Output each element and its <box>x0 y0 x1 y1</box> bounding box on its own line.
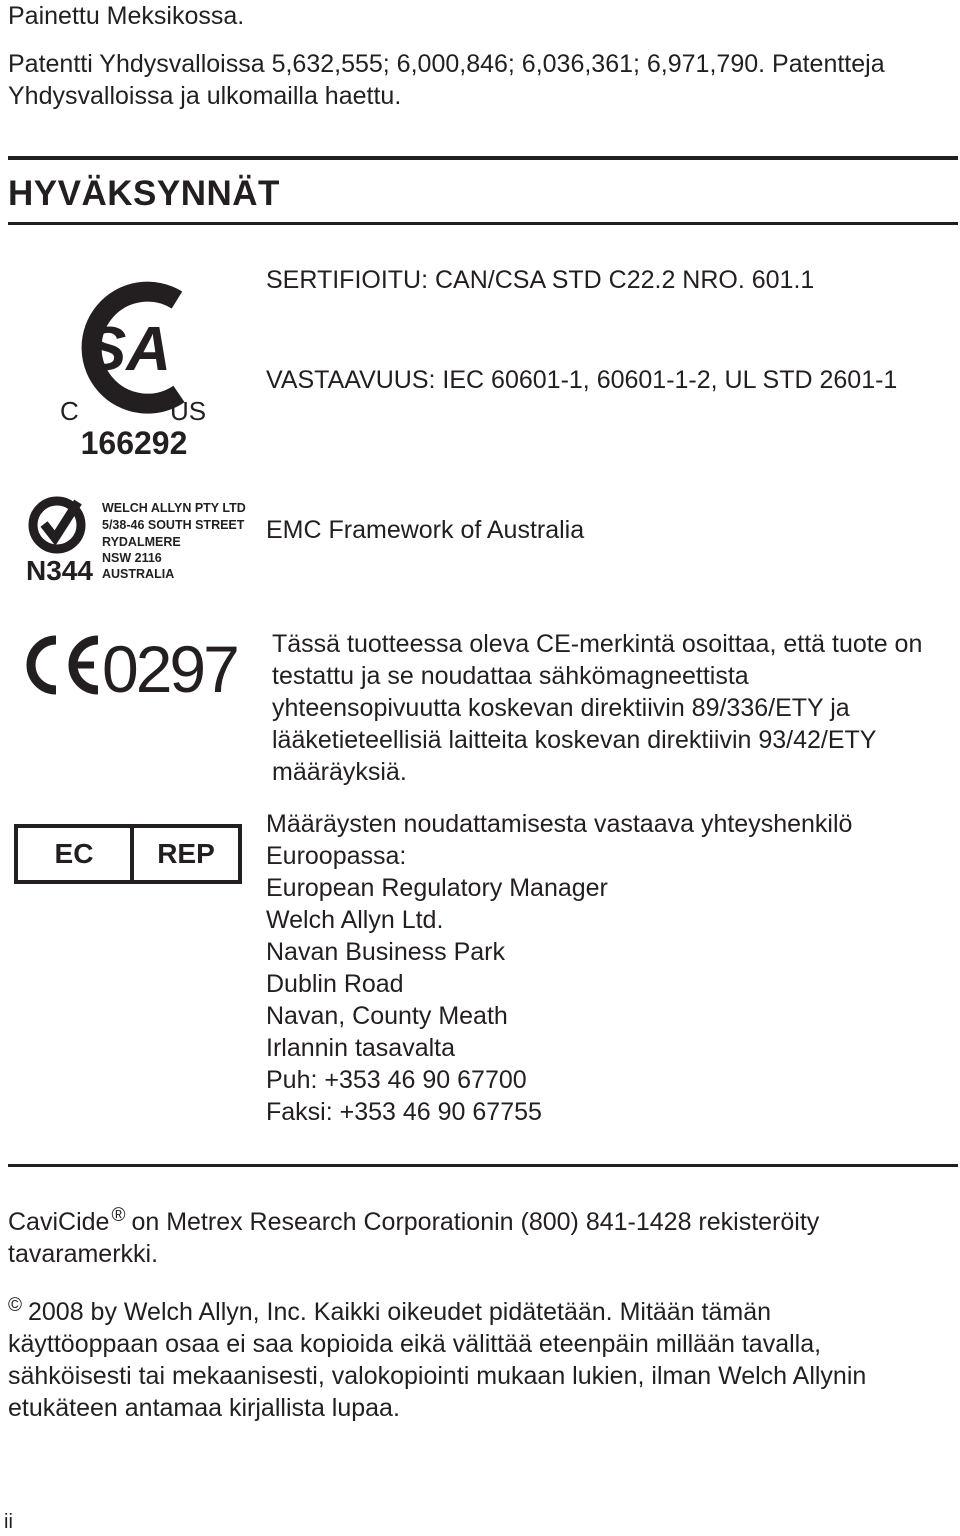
copyright-line-1 <box>8 1296 866 1328</box>
page-number: ii <box>4 1511 13 1533</box>
ec-rep-line: Euroopassa: <box>266 842 407 870</box>
c-tick-logo <box>24 496 256 586</box>
ec-rep-line: Määräysten noudattamisesta vastaava yhteyshenkilö <box>266 810 853 838</box>
ec-rep-line: Welch Allyn Ltd. <box>266 906 444 934</box>
csa-logo <box>44 270 224 462</box>
trademark-notice <box>8 1206 819 1270</box>
copyright-line-4: etukäteen antamaa kirjallista lupaa. <box>8 1394 400 1422</box>
csa-conformity-text: VASTAAVUUS: IEC 60601-1, 60601-1-2, UL STD 2601-1 <box>266 366 898 394</box>
c-tick-address-line: NSW 2116 <box>102 551 162 565</box>
emc-framework-text: EMC Framework of Australia <box>266 516 585 544</box>
c-tick-address-line: 5/38-46 SOUTH STREET <box>102 518 245 532</box>
ce-description-line: testattu ja se noudattaa sähkömagneettista <box>272 662 749 690</box>
ec-rep-line: European Regulatory Manager <box>266 874 608 902</box>
ce-mark <box>14 632 246 698</box>
printed-in-text: Painettu Meksikossa. <box>8 2 245 30</box>
c-tick-address-line: RYDALMERE <box>102 535 181 549</box>
ec-rep-line: Puh: +353 46 90 67700 <box>266 1066 527 1094</box>
csa-logo-letters: SA <box>84 315 172 384</box>
csa-certified-text: SERTIFIOITU: CAN/CSA STD C22.2 NRO. 601.1 <box>266 266 815 294</box>
trademark-brand: CaviCide <box>8 1208 110 1236</box>
registered-symbol: ® <box>111 1204 126 1226</box>
copyright-line-2: käyttöoppaan osaa ei saa kopioida eikä välittää eteenpäin millään tavalla, <box>8 1330 822 1358</box>
c-tick-address-line: AUSTRALIA <box>102 567 175 581</box>
ec-rep-line: Navan, County Meath <box>266 1002 508 1030</box>
rep-label: REP <box>157 838 215 869</box>
ce-description-line: yhteensopivuutta koskevan direktiivin 89/336/ETY ja <box>272 694 850 722</box>
ec-rep-line: Irlannin tasavalta <box>266 1034 456 1062</box>
csa-logo-us: US <box>170 396 207 426</box>
ec-rep-line: Faksi: +353 46 90 67755 <box>266 1098 542 1126</box>
csa-logo-number: 166292 <box>80 425 188 461</box>
ce-description-line: Tässä tuotteessa oleva CE-merkintä osoittaa, että tuote on <box>272 630 923 658</box>
copyright-symbol: © <box>8 1294 22 1316</box>
ce-description <box>272 628 922 788</box>
heading-divider <box>8 222 958 225</box>
top-divider <box>8 156 958 160</box>
ce-mark-c <box>31 640 56 690</box>
c-tick-code: N344 <box>26 555 93 586</box>
trademark-line-1 <box>8 1206 819 1238</box>
ec-rep-line: Dublin Road <box>266 970 404 998</box>
ec-label: EC <box>18 828 134 880</box>
patents-line-1: Patentti Yhdysvalloissa 5,632,555; 6,000,846; 6,036,361; 6,971,790. Patentteja <box>8 50 885 78</box>
ce-description-line: määräyksiä. <box>272 758 407 786</box>
trademark-line-2: tavaramerkki. <box>8 1240 159 1268</box>
c-tick-check <box>44 502 78 538</box>
ce-notified-body-number: 0297 <box>102 632 237 698</box>
ec-rep-contact <box>266 808 852 1128</box>
ec-rep-line: Navan Business Park <box>266 938 506 966</box>
trademark-line-1-rest: on Metrex Research Corporationin (800) 841-1428 rekisteröity <box>131 1208 820 1236</box>
copyright-line-3: sähköisesti tai mekaanisesti, valokopiointi mukaan lukien, ilman Welch Allynin <box>8 1362 867 1390</box>
approvals-heading: HYVÄKSYNNÄT <box>8 174 280 213</box>
copyright-notice <box>8 1296 866 1424</box>
ce-description-line: lääketieteellisiä laitteita koskevan direktiivin 93/42/ETY <box>272 726 877 754</box>
copyright-line-1-text: 2008 by Welch Allyn, Inc. Kaikki oikeudet pidätetään. Mitään tämän <box>28 1298 772 1326</box>
csa-logo-c: C <box>60 396 79 426</box>
c-tick-address-line: WELCH ALLYN PTY LTD <box>102 501 246 515</box>
bottom-divider <box>8 1164 958 1167</box>
patents-line-2: Yhdysvalloissa ja ulkomailla haettu. <box>8 82 402 110</box>
ec-rep-symbol <box>14 824 242 884</box>
